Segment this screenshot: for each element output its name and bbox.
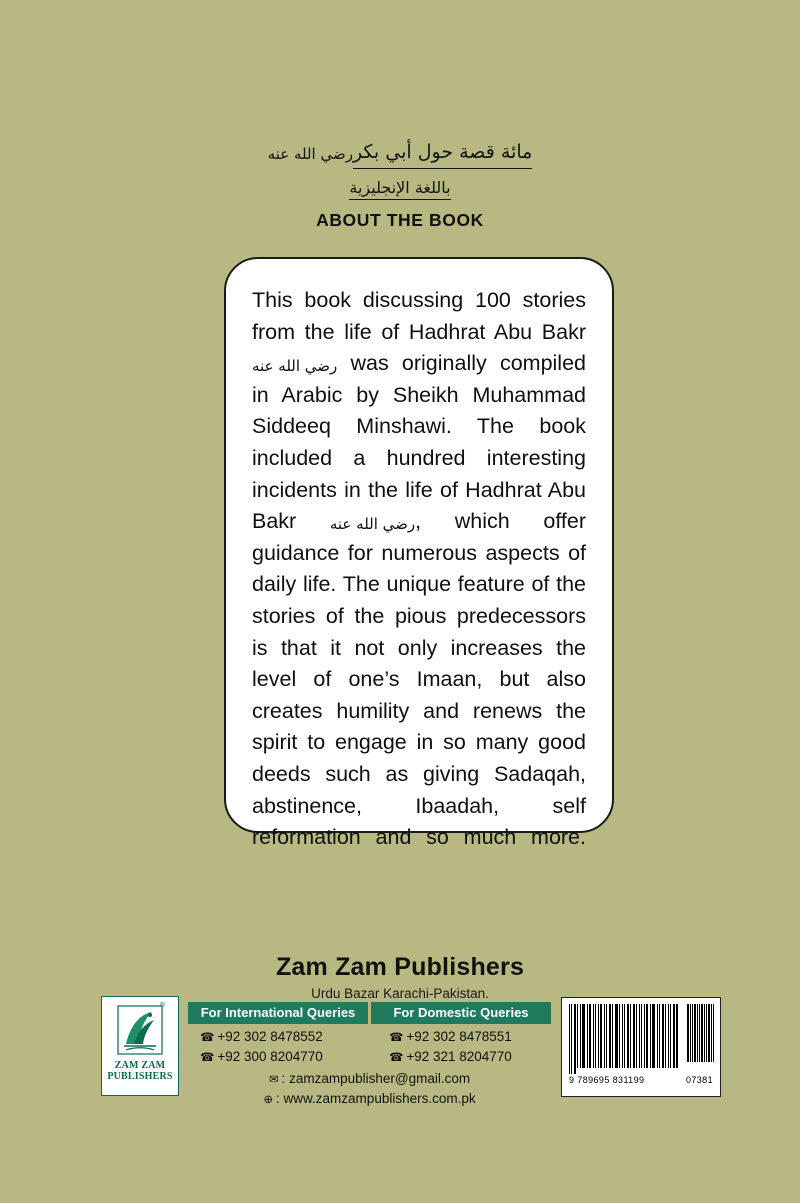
publisher-name: Zam Zam Publishers [275,953,525,981]
blurb-part-1: This book discussing 100 stories from the life of Hadhrat Abu Bakr [252,288,586,344]
publisher-address: Urdu Bazar Karachi-Pakistan. [311,986,489,1001]
phone-icon: ☎ [200,1050,215,1064]
phone-number: +92 300 8204770 [217,1049,323,1064]
phone-row [188,1047,368,1067]
publisher-logo [101,996,179,1096]
phone-number: +92 302 8478552 [217,1029,323,1044]
barcode-addon: 07381 [685,1075,713,1085]
contact-online [188,1069,551,1109]
arabic-subtitle-text: باللغة الإنجليزية [349,178,450,200]
contact-block [188,1002,551,1109]
barcode [561,997,721,1097]
blurb-part-2: was originally compiled in Arabic by Sheikh Muhammad Siddeeq Minshawi. The book included a hundred interesting incidents in the life of Hadhrat Abu Bakr [252,351,586,534]
domestic-numbers [371,1027,551,1067]
contact-numbers [188,1027,551,1067]
publisher-block [0,953,800,1001]
phone-icon: ☎ [389,1030,404,1044]
email-address[interactable]: zamzampublisher@gmail.com [289,1071,471,1086]
blurb-paragraph [252,285,586,885]
website-separator: : [276,1091,280,1106]
honorific-icon: رضي الله عنه [252,357,338,376]
website-url[interactable]: www.zamzampublishers.com.pk [283,1091,476,1106]
phone-icon: ☎ [200,1030,215,1044]
envelope-icon: ✉ [268,1072,279,1086]
domestic-queries-header: For Domestic Queries [371,1002,551,1024]
logo-text-line1: ZAM ZAM [114,1060,166,1071]
email-separator: : [281,1071,286,1086]
phone-number: +92 321 8204770 [406,1049,512,1064]
globe-icon: ⊕ [263,1092,274,1106]
logo-text-line2: PUBLISHERS [107,1071,173,1082]
phone-icon: ☎ [389,1050,404,1064]
phone-row [371,1047,551,1067]
arabic-title-text: مائة قصة حول أبي بكر [353,140,532,169]
registered-trademark-icon: ® [159,1002,165,1009]
blurb-part-3: , which offer guidance for numerous aspects of daily life. The unique feature of the stories of the pious predecessors is that it not only increases the level of one’s Imaan, but also creates humility and renews the spirit to engage in so many good deeds such as giving Sadaqah, abstinence, Ibaadah, self reformation and so much more. [252,509,586,850]
footer [0,996,800,1111]
email-row[interactable] [188,1069,551,1089]
international-numbers [188,1027,368,1067]
phone-row [188,1027,368,1047]
barcode-isbn: 9 789695 831199 [569,1075,645,1085]
barcode-bars [567,1004,717,1074]
honorific-icon: رضي الله عنه [267,145,353,163]
phone-number: +92 302 8478551 [406,1029,512,1044]
contact-headers [188,1002,551,1024]
logo-text [107,1060,172,1082]
arabic-subtitle [0,178,800,200]
phone-row [371,1027,551,1047]
header [0,140,800,231]
about-the-book-panel [224,257,614,850]
website-row[interactable] [188,1089,551,1109]
barcode-numbers [567,1074,715,1085]
international-queries-header: For International Queries [188,1002,368,1024]
honorific-icon: رضي الله عنه [329,515,416,534]
page-title: ABOUT THE BOOK [316,209,484,230]
arabic-title [0,140,800,169]
logo-bird-icon [112,1000,168,1060]
